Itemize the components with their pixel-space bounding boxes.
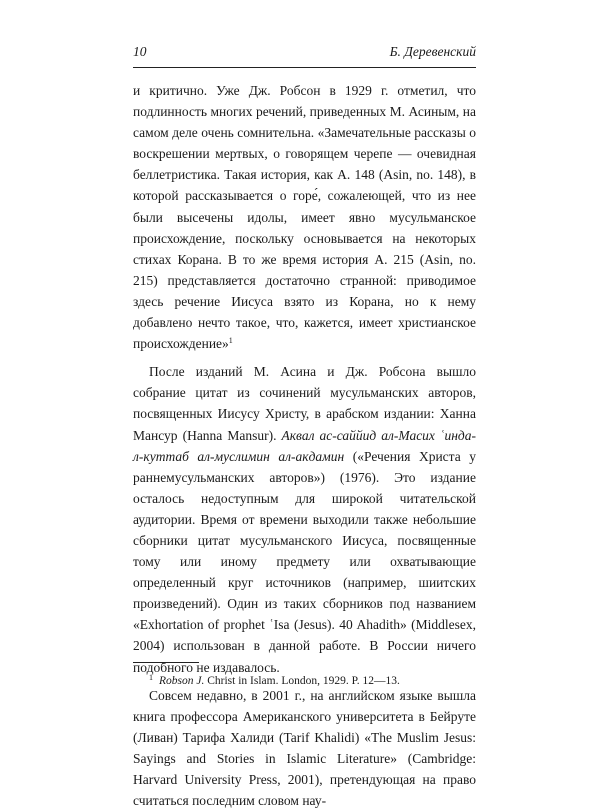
- italic-book-title: Аквал ас-саййид ал-Масих ʿинда-л-куттаб ал-муслимин ал-акдамин: [133, 427, 476, 464]
- paragraph-1-text: и критично. Уже Дж. Робсон в 1929 г. отметил, что подлинность многих речений, приведенных М. Асиным, на самом деле очень сомнительна. «Замечательные рассказы о воскрешении мертвых, о говорящем черепе — очевидная беллетристика. Такая история, как А. 148 (Asin, no. 148), в которой рассказывается о горе́, сожалеющей, что из нее были высечены идолы, имеет явно мусульманское происхождение, поскольку основывается на некоторых стихах Корана. В то же время история А. 215 (Asin, no. 215) представляется достаточно странной: приводимое здесь речение Иисуса взято из Корана, но к нему добавлено нечто такое, что, кажется, имеет христианское происхождение»: [133, 83, 476, 352]
- paragraph-2: [133, 361, 476, 677]
- footnote-rule: [133, 662, 199, 663]
- paragraph-2-text-a: После изданий М. Асина и Дж. Робсона вышло собрание цитат из сочинений мусульманских авторов, посвященных Иисусу Христу, в арабском издании: Ханна Мансур (Hanna Mansur).: [133, 364, 476, 443]
- footnote: [149, 670, 476, 689]
- footnote-number: 1: [149, 673, 153, 682]
- paragraph-1: [133, 80, 476, 354]
- paragraph-3: [133, 685, 476, 811]
- footnote-ref[interactable]: 1: [228, 336, 233, 346]
- footnote-author: Robson J.: [159, 675, 205, 687]
- body-text: [133, 80, 476, 811]
- footnote-text: Christ in Islam. London, 1929. P. 12—13.: [204, 675, 400, 687]
- page-number: 10: [133, 44, 147, 59]
- paragraph-2-text-b: («Речения Христа у раннемусульманских авторов») (1976). Это издание осталось недоступным для широкой читательской аудитории. Время от времени выходили также небольшие сборники цитат мусульманского Иисуса, посвященные тому или иному предмету или охватывающие определенный круг источников (например, шиитских произведений). Один из таких сборников под названием «Exhortation of prophet ʿIsa (Jesus). 40 Ahadith» (Middlesex, 2004) использован в данной работе. В России ничего подобного не издавалось.: [133, 448, 476, 675]
- running-title: Б. Деревенский: [389, 44, 476, 59]
- running-header: [133, 40, 476, 64]
- header-rule: [133, 67, 476, 68]
- paragraph-3-text: Совсем недавно, в 2001 г., на английском языке вышла книга профессора Американского университета в Бейруте (Ливан) Тарифа Халиди (Tarif Khalidi) «The Muslim Jesus: Sayings and Stories in Islamic Literature» (Cambridge: Harvard University Press, 2001), претендующая на право считаться последним словом нау-: [133, 687, 476, 809]
